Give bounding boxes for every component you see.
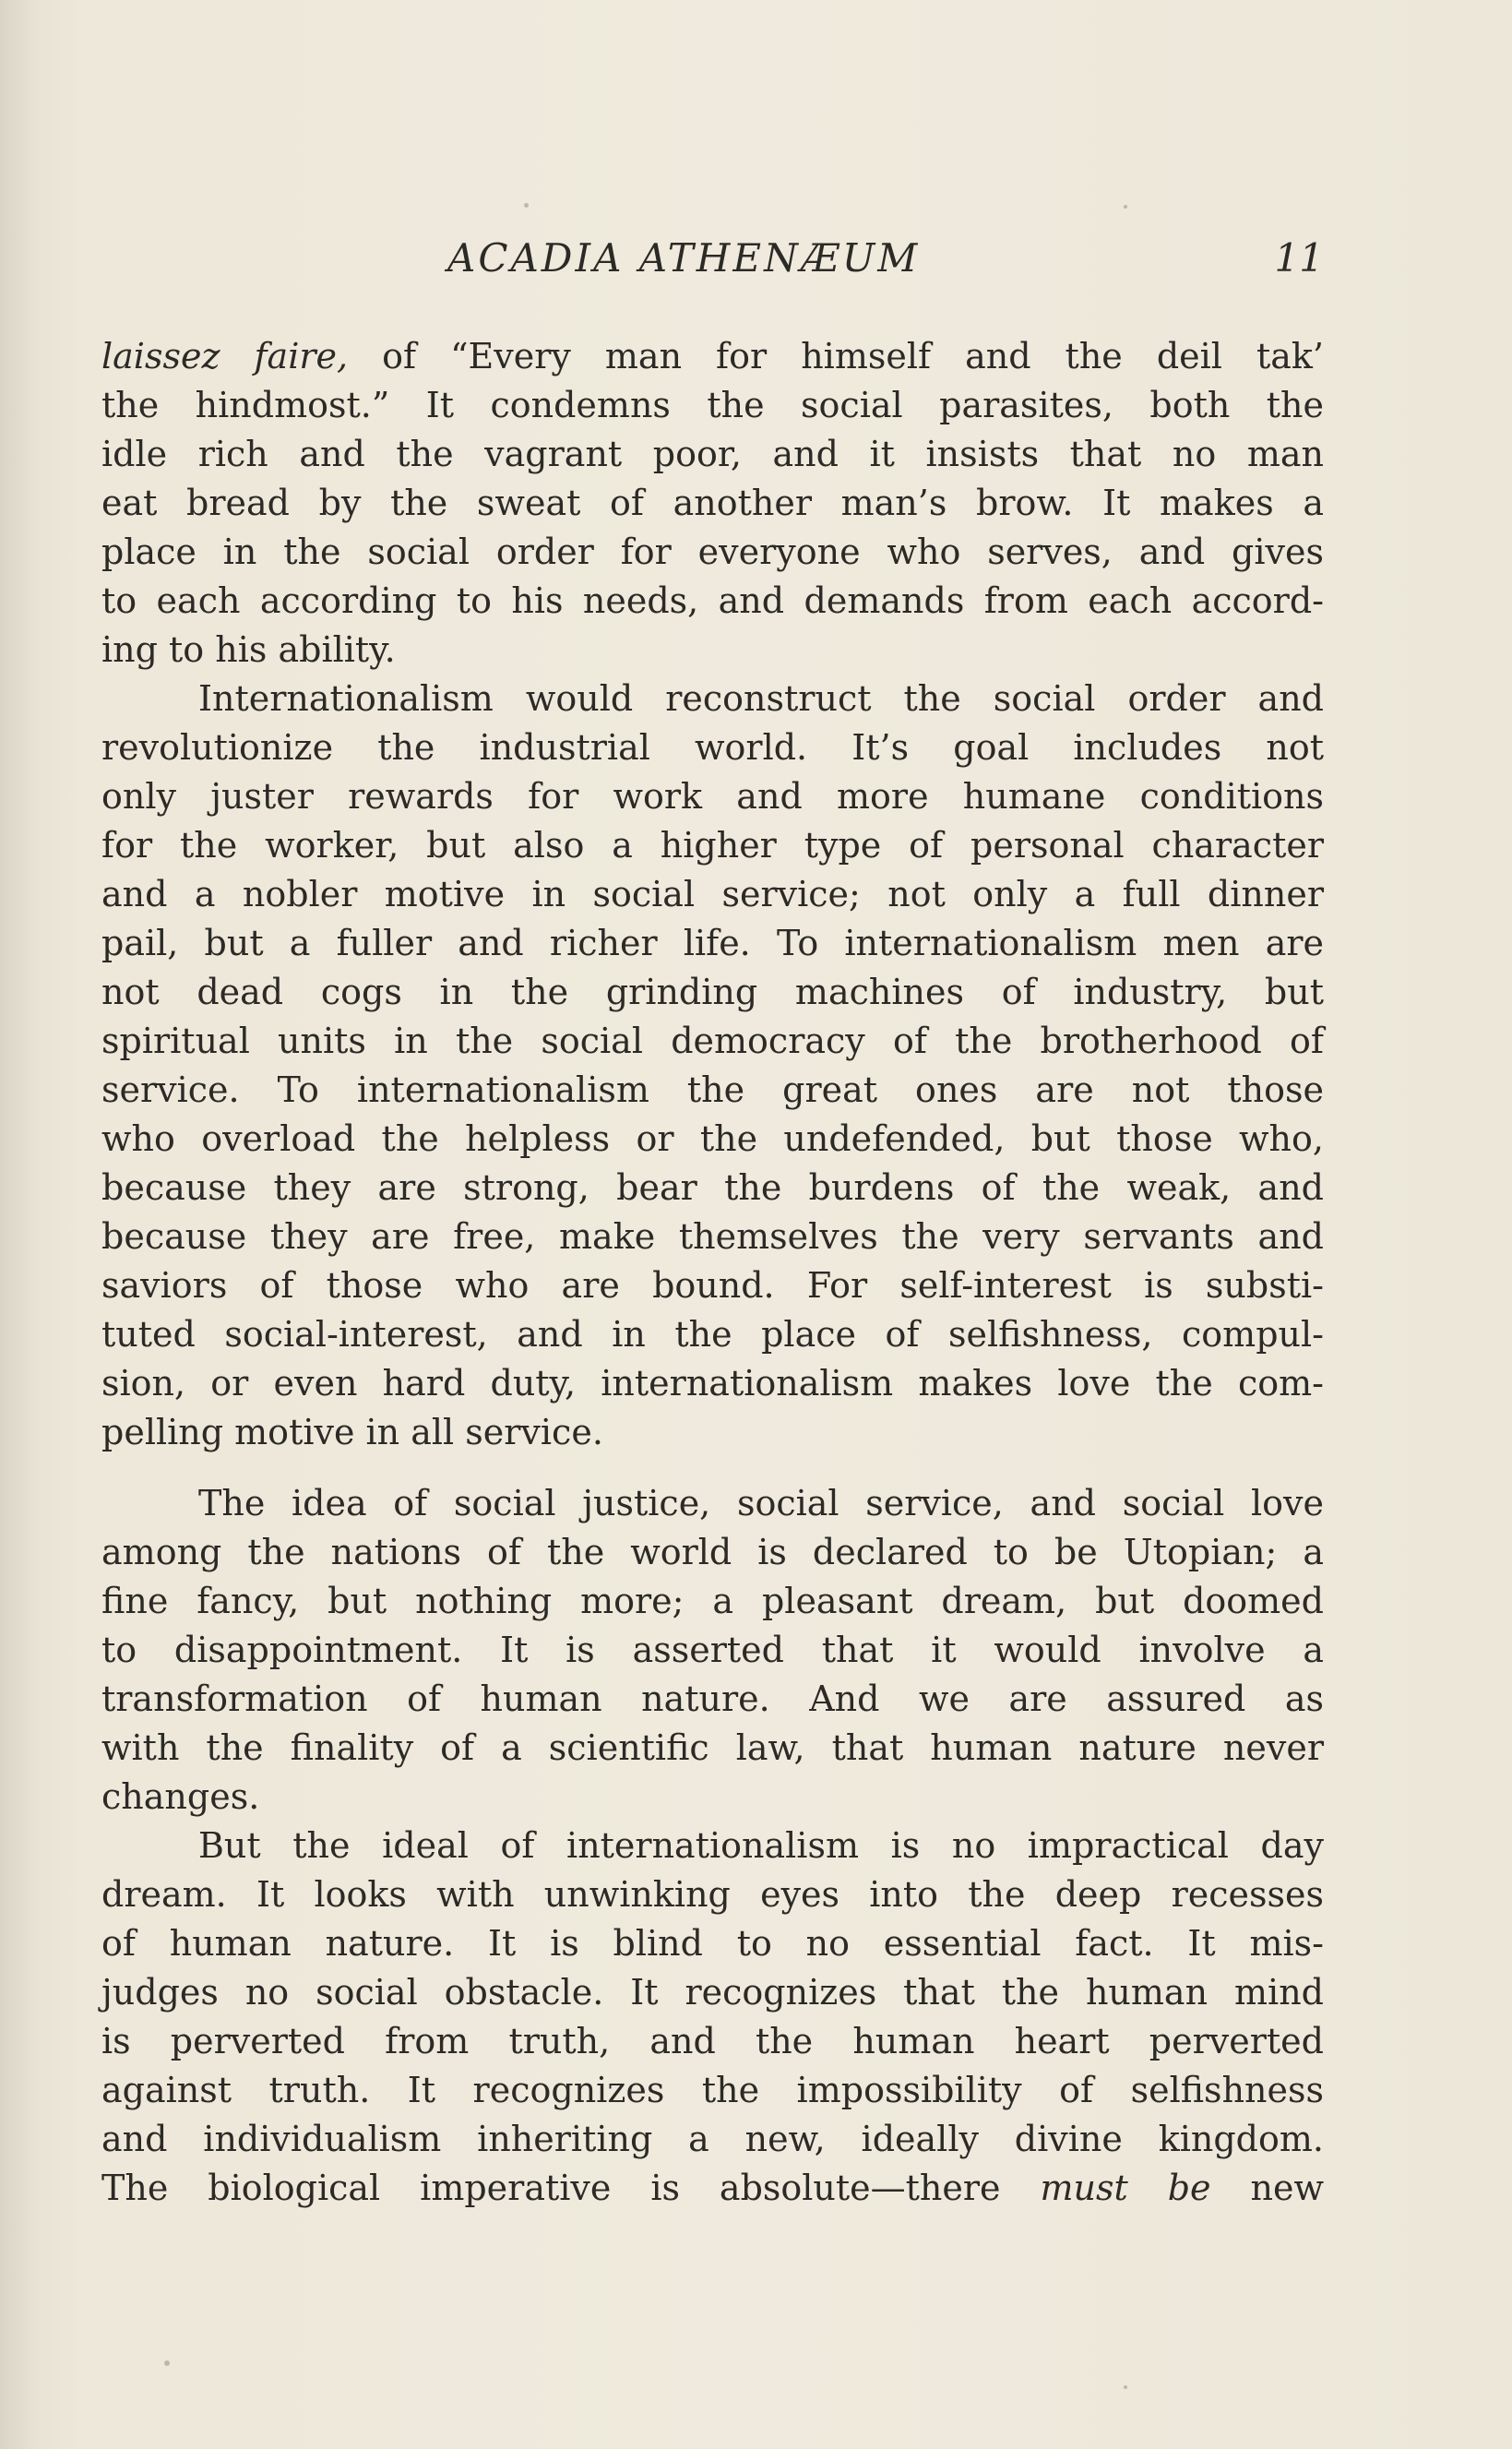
text-line: to disappointment. It is asserted that it would involve a (101, 1630, 1324, 1670)
text-line: The idea of social justice, social service, and social love (198, 1483, 1324, 1523)
text-line: because they are strong, bear the burdens of the weak, and (101, 1167, 1324, 1208)
paragraph (101, 1822, 1324, 2213)
italic-phrase: laissez faire, (101, 336, 349, 376)
paragraph (101, 1479, 1324, 1822)
ink-speck (1124, 205, 1127, 209)
text-line: eat bread by the sweat of another man’s brow. It makes a (101, 483, 1324, 523)
text-line: not dead cogs in the grinding machines of industry, but (101, 972, 1324, 1012)
text-line: saviors of those who are bound. For self-interest is substi- (101, 1265, 1324, 1306)
body-text (101, 332, 1324, 2213)
text-line: only juster rewards for work and more humane conditions (101, 776, 1324, 817)
text-line: and individualism inheriting a new, ideally divine kingdom. (101, 2119, 1324, 2159)
text-line: idle rich and the vagrant poor, and it insists that no man (101, 434, 1324, 474)
text-line: the hindmost.” It condemns the social parasites, both the (101, 385, 1324, 425)
text-line: and a nobler motive in social service; not only a full dinner (101, 874, 1324, 914)
text-line: to each according to his needs, and demands from each accord- (101, 580, 1324, 621)
text-line: changes. (101, 1776, 260, 1817)
text-line: The biological imperative is absolute—there must be new (101, 2168, 1324, 2208)
text-line: ing to his ability. (101, 629, 396, 670)
text-line: revolutionize the industrial world. It’s goal includes not (101, 727, 1324, 768)
text-line: transformation of human nature. And we are assured as (101, 1678, 1324, 1719)
text-line: tuted social-interest, and in the place of selfishness, compul- (101, 1314, 1324, 1355)
ink-speck (1124, 2385, 1127, 2389)
text-line: sion, or even hard duty, internationalism makes love the com- (101, 1363, 1324, 1404)
text-line: spiritual units in the social democracy of the brotherhood of (101, 1021, 1324, 1061)
text-line: of human nature. It is blind to no essential fact. It mis- (101, 1923, 1324, 1964)
italic-phrase: must be (1040, 2168, 1211, 2208)
ink-speck (164, 2360, 170, 2366)
page-number: 11 (1274, 235, 1324, 281)
text-line: for the worker, but also a higher type of personal character (101, 825, 1324, 866)
text-line: with the finality of a scientific law, that human nature never (101, 1727, 1324, 1768)
text-line: pail, but a fuller and richer life. To internationalism men are (101, 923, 1324, 963)
text-line: who overload the helpless or the undefended, but those who, (101, 1118, 1324, 1159)
text-line: fine fancy, but nothing more; a pleasant dream, but doomed (101, 1581, 1324, 1621)
running-title: ACADIA ATHENÆUM (447, 235, 921, 281)
text-line: Internationalism would reconstruct the social order and (198, 678, 1324, 719)
text-line: is perverted from truth, and the human heart perverted (101, 2021, 1324, 2061)
text-line: dream. It looks with unwinking eyes into the deep recesses (101, 1874, 1324, 1915)
text-line: among the nations of the world is declared to be Utopian; a (101, 1532, 1324, 1572)
text-line: judges no social obstacle. It recognizes that the human mind (101, 1972, 1324, 2013)
text-line: place in the social order for everyone who serves, and gives (101, 532, 1324, 572)
text-line: because they are free, make themselves the very servants and (101, 1216, 1324, 1257)
text-line: service. To internationalism the great ones are not those (101, 1069, 1324, 1110)
running-head (101, 235, 1324, 291)
text-line: But the ideal of internationalism is no impractical day (198, 1825, 1324, 1866)
paragraph-gap (101, 1457, 1324, 1479)
paragraph (101, 332, 1324, 675)
text-line: pelling motive in all service. (101, 1412, 603, 1452)
text-line: against truth. It recognizes the impossibility of selfishness (101, 2070, 1324, 2110)
text-line: laissez faire, of “Every man for himself and the deil tak’ (101, 336, 1324, 376)
ink-speck (524, 203, 529, 208)
paragraph (101, 675, 1324, 1457)
